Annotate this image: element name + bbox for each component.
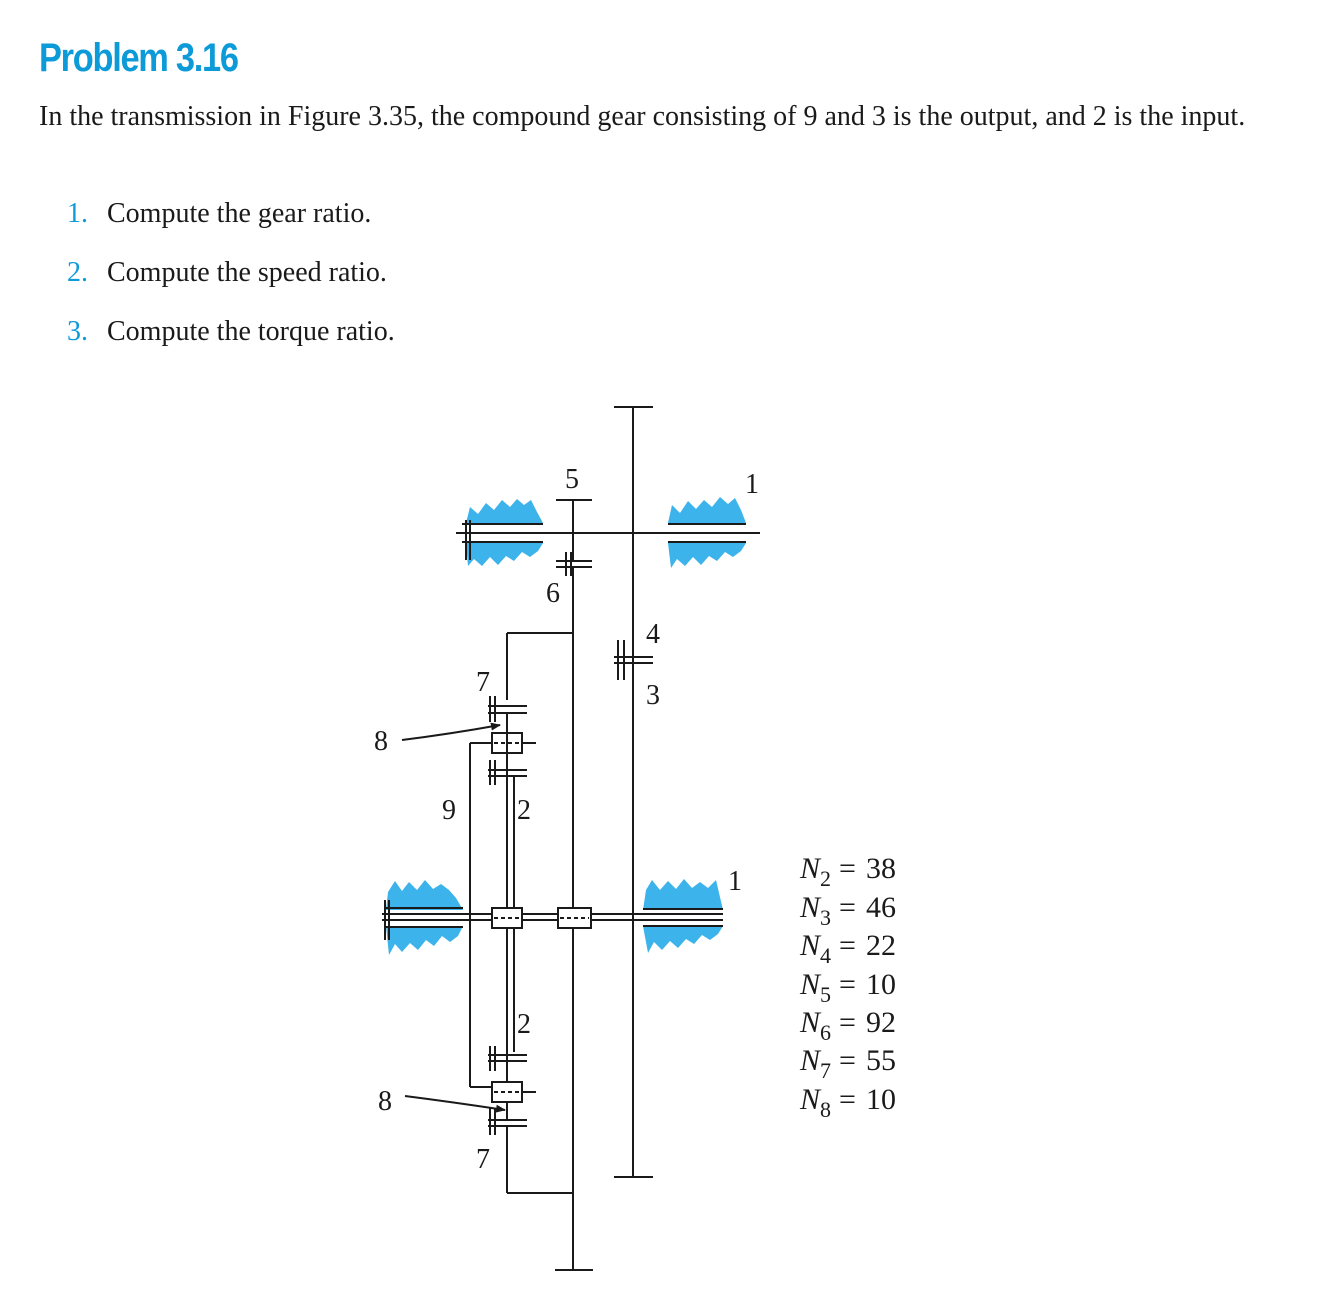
ground-hatch-upper-left-bottom [466,543,543,566]
teeth-subscript: 8 [820,1097,832,1122]
teeth-value: 38 [865,852,896,885]
teeth-value: 22 [865,929,896,962]
teeth-count-row [799,852,896,891]
label-gear-8-bottom: 8 [378,1086,392,1117]
task-number: 3. [67,316,88,347]
task-number: 2. [67,257,88,288]
task-number: 1. [67,198,88,229]
teeth-count-row [799,891,896,930]
teeth-subscript: 6 [820,1020,832,1045]
ground-hatch-upper-left-top [466,499,543,523]
label-gear-9: 9 [442,795,456,826]
teeth-value: 10 [865,1083,896,1116]
teeth-equals: = [839,891,856,924]
teeth-count-list [799,852,896,1122]
label-gear-3: 3 [646,680,660,711]
label-frame-1-top: 1 [745,469,759,500]
label-gear-5: 5 [565,464,579,495]
ground-hatch-mid-left-top [386,880,463,910]
teeth-subscript: 4 [820,943,832,968]
gear-8-bottom-leader-arrow [405,1096,505,1110]
teeth-value: 55 [865,1044,896,1077]
teeth-equals: = [839,1044,856,1077]
ground-hatch-mid-right-top [643,879,723,910]
label-gear-8-top: 8 [374,726,388,757]
label-gear-7-top: 7 [476,667,490,698]
teeth-value: 92 [865,1006,896,1039]
teeth-value: 46 [865,891,896,924]
teeth-subscript: 3 [820,905,832,930]
label-frame-1-mid: 1 [728,866,742,897]
teeth-value: 10 [865,968,896,1001]
task-text: Compute the speed ratio. [107,257,387,288]
ground-hatch-upper-right-bottom [668,543,746,568]
teeth-symbol: N [800,852,821,885]
teeth-equals: = [839,968,856,1001]
teeth-symbol: N [800,1006,821,1039]
problem-statement: In the transmission in Figure 3.35, the compound gear consisting of 9 and 3 is the output, and 2 is the input. [39,101,1246,132]
ground-hatch-mid-right-bottom [643,926,723,953]
ground-hatch-upper-right-top [668,497,746,523]
gear-8-top-leader-arrow [402,725,500,740]
label-gear-7-bottom: 7 [476,1144,490,1175]
teeth-symbol: N [800,968,821,1001]
teeth-subscript: 2 [820,866,832,891]
teeth-count-row [799,1044,896,1083]
teeth-subscript: 5 [820,982,832,1007]
task-text: Compute the torque ratio. [107,316,395,347]
teeth-subscript: 7 [820,1058,832,1083]
teeth-symbol: N [800,891,821,924]
label-gear-2-bottom: 2 [517,1009,531,1040]
teeth-symbol: N [800,929,821,962]
teeth-symbol: N [800,1044,821,1077]
teeth-count-row [799,1083,896,1122]
mechanism-lines [382,407,760,1270]
problem-title: Problem 3.16 [39,36,238,80]
teeth-count-row [799,929,896,968]
teeth-equals: = [839,852,856,885]
task-text: Compute the gear ratio. [107,198,372,229]
ground-hatch-mid-left-bottom [386,926,463,955]
teeth-symbol: N [800,1083,821,1116]
label-gear-4: 4 [646,619,660,650]
teeth-count-row [799,1006,896,1045]
label-gear-2-top: 2 [517,795,531,826]
teeth-count-row [799,968,896,1007]
teeth-equals: = [839,1006,856,1039]
teeth-equals: = [839,1083,856,1116]
label-gear-6: 6 [546,578,560,609]
teeth-equals: = [839,929,856,962]
